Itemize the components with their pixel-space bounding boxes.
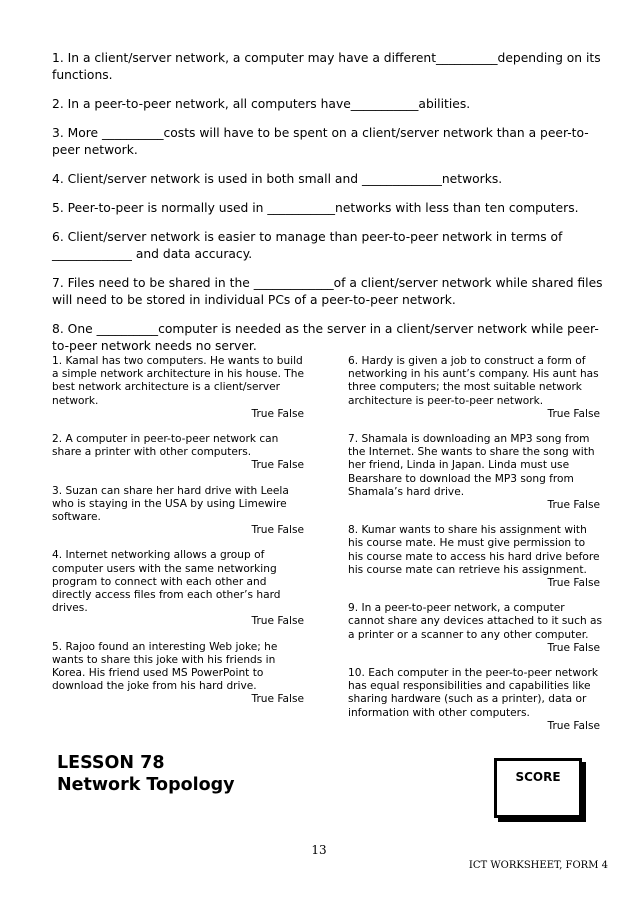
question-text: 10. Each computer in the peer-to-peer network has equal responsibilities and capabilities like sharing hardware (such as a printer), data or information with other computers. — [348, 667, 598, 719]
fill-in-question: 6. Client/server network is easier to manage than peer-to-peer network in terms of _____________ and data accuracy. — [52, 230, 563, 261]
true-false-question — [52, 355, 307, 421]
fill-in-question: 7. Files need to be shared in the _____________of a client/server network while shared files will need to be stored in individual PCs of a peer-to-peer network. — [52, 276, 603, 307]
lesson-title: Network Topology — [57, 775, 235, 795]
fill-in-question: 1. In a client/server network, a computer may have a different__________depending on its functions. — [52, 51, 601, 82]
true-false-question — [348, 667, 603, 733]
true-false-options: True False — [547, 499, 600, 512]
fill-in-question: 2. In a peer-to-peer network, all computers have___________abilities. — [52, 97, 471, 111]
true-false-options: True False — [547, 719, 600, 732]
true-false-right-column — [348, 355, 603, 745]
question-text: 4. Internet networking allows a group of computer users with the same networking program to connect with each other and directly access files from each other’s hard drives. — [52, 549, 281, 615]
question-text: 5. Rajoo found an interesting Web joke; he wants to share this joke with his friends in Korea. His friend used MS PowerPoint to download the joke from his hard drive. — [52, 640, 278, 693]
true-false-question — [348, 355, 603, 421]
fill-in-question: 5. Peer-to-peer is normally used in ___________networks with less than ten computers. — [52, 201, 579, 215]
true-false-question — [52, 641, 307, 707]
question-text: 9. In a peer-to-peer network, a computer cannot share any devices attached to it such as a printer or a scanner to any other computer. — [348, 602, 603, 641]
true-false-options: True False — [547, 577, 600, 590]
true-false-options: True False — [251, 615, 304, 628]
true-false-left-column — [52, 355, 307, 719]
question-text: 3. Suzan can share her hard drive with Leela who is staying in the USA by using Limewire software. — [52, 484, 289, 524]
true-false-options: True False — [251, 407, 304, 420]
question-text: 8. Kumar wants to share his assignment with his course mate. He must give permission to his course mate to access his hard drive before his course mate can retrieve his assignment. — [348, 524, 600, 576]
score-box — [494, 758, 582, 818]
true-false-question — [52, 433, 307, 473]
true-false-question — [52, 549, 307, 628]
true-false-question — [52, 485, 307, 538]
fill-in-question: 3. More __________costs will have to be spent on a client/server network than a peer-to-peer network. — [52, 126, 589, 157]
true-false-options: True False — [547, 641, 600, 654]
true-false-question — [348, 433, 603, 512]
true-false-options: True False — [251, 693, 304, 706]
lesson-number: LESSON 78 — [57, 753, 165, 773]
page-number: 13 — [311, 843, 327, 857]
fill-in-question: 4. Client/server network is used in both small and _____________networks. — [52, 172, 503, 186]
question-text: 7. Shamala is downloading an MP3 song from the Internet. She wants to share the song with her friend, Linda in Japan. Linda must use Bearshare to download the MP3 song from Shamala’s hard drive. — [348, 433, 595, 498]
lesson-heading — [57, 752, 235, 796]
true-false-options: True False — [251, 459, 304, 472]
true-false-options: True False — [251, 524, 304, 537]
score-label: SCORE — [515, 770, 561, 784]
true-false-question — [348, 524, 603, 590]
footer-text: ICT WORKSHEET, FORM 4 — [468, 860, 608, 871]
question-text: 6. Hardy is given a job to construct a form of networking in his aunt’s company. His aunt has three computers; the most suitable network architecture is peer-to-peer network. — [348, 355, 599, 407]
fill-in-questions — [52, 50, 612, 367]
true-false-question — [348, 602, 603, 655]
true-false-options: True False — [547, 407, 600, 420]
question-text: 2. A computer in peer-to-peer network can share a printer with other computers. — [52, 433, 279, 459]
question-text: 1. Kamal has two computers. He wants to build a simple network architecture in his house. The best network architecture is a client/server network. — [52, 355, 305, 407]
fill-in-question: 8. One __________computer is needed as the server in a client/server network while peer-to-peer network needs no server. — [52, 322, 599, 353]
